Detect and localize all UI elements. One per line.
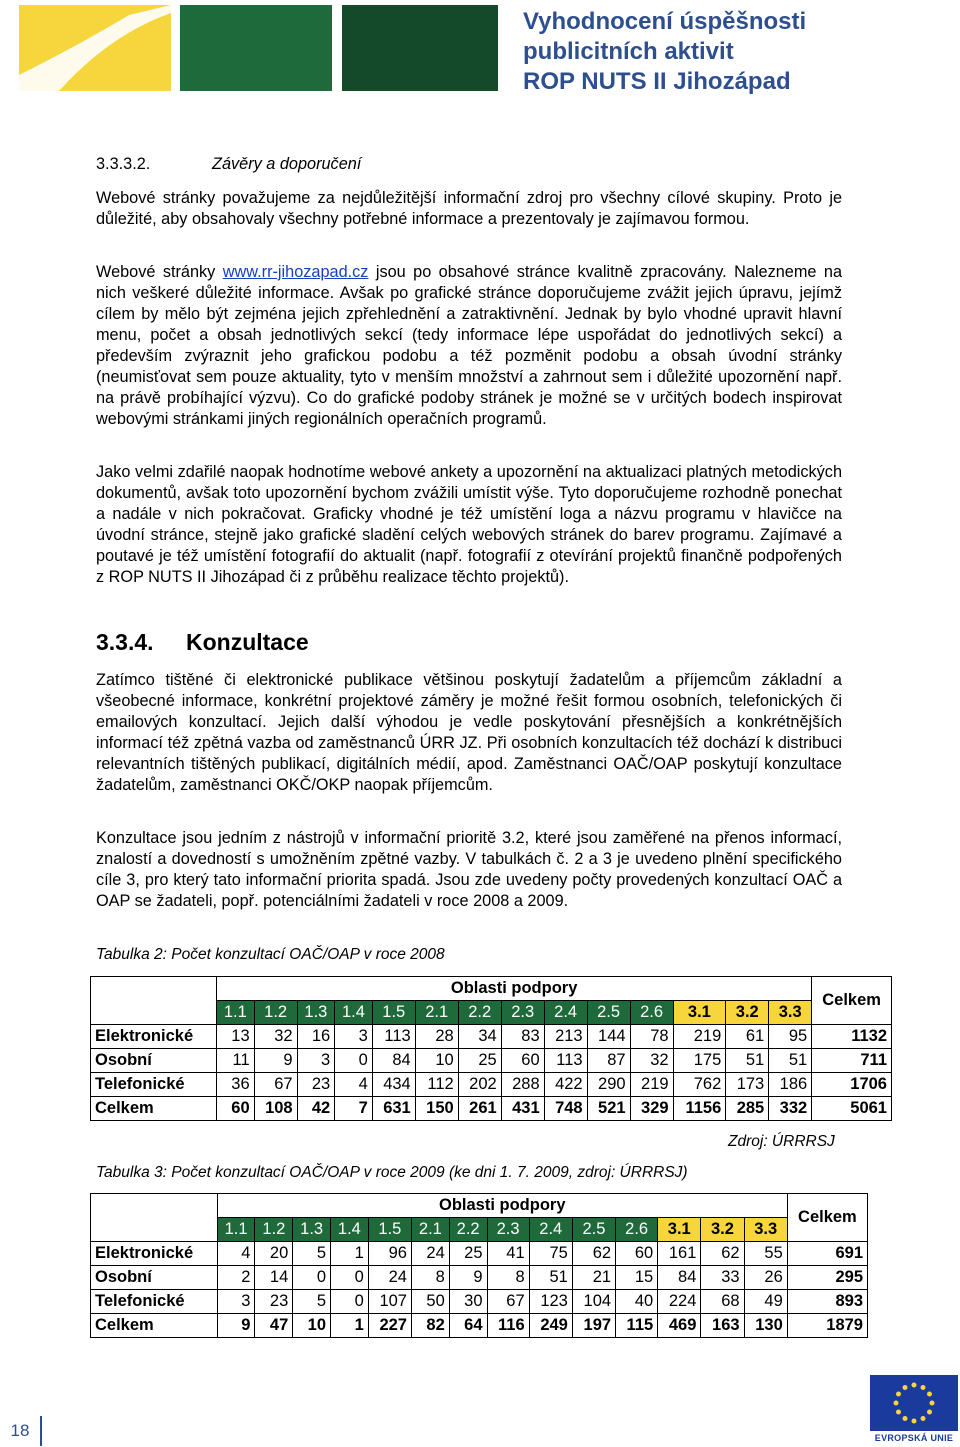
section-3332-p1: Webové stránky považujeme za nejdůležitější informační zdroj pro všechny cílové skupiny. Proto je důležité, aby obsahovaly všechny potřebné informace a prezentovaly je zajímavou formou. <box>96 189 842 228</box>
header-green-block-1 <box>180 5 332 91</box>
value-cell: 197 <box>572 1314 615 1338</box>
value-cell: 3 <box>217 1290 255 1314</box>
table-row <box>91 1242 868 1266</box>
table-row <box>91 1266 868 1290</box>
value-cell: 1156 <box>673 1097 726 1121</box>
value-cell: 5 <box>293 1242 331 1266</box>
value-cell: 20 <box>255 1242 293 1266</box>
value-cell: 219 <box>673 1025 726 1049</box>
value-cell: 60 <box>217 1097 255 1121</box>
value-cell: 261 <box>458 1097 501 1121</box>
value-cell: 51 <box>769 1049 812 1073</box>
value-cell: 41 <box>487 1242 529 1266</box>
value-cell: 51 <box>529 1266 572 1290</box>
column-header: 2.5 <box>587 1001 630 1025</box>
value-cell: 107 <box>368 1290 411 1314</box>
value-cell: 7 <box>335 1097 373 1121</box>
row-total: 893 <box>787 1290 867 1314</box>
section-3332-p3: Jako velmi zdařilé naopak hodnotíme webové ankety a upozornění na aktualizaci platných metodických dokumentů, avšak toto upozornění bychom zvážili umístit výše. Tyto doporučujeme rozhodně ponechat a nadále v nich pokračovat. Graficky vhodné je též umístění loga a názvu programu v hlavičce na úvodní stránce, stejně jako grafické sladění celých webových stránek do barev programu. Zajímavé a poutavé je též umístění fotografií do aktualit (např. fotografií z otevírání projektů finančně podpořených z ROP NUTS II Jihozápad či z průběhu realizace těchto projektů). <box>96 463 842 586</box>
table-row <box>91 1049 892 1073</box>
value-cell: 219 <box>630 1073 673 1097</box>
value-cell: 49 <box>744 1290 787 1314</box>
section-number: 3.3.3.2. <box>96 155 151 173</box>
value-cell: 84 <box>372 1049 415 1073</box>
value-cell: 1 <box>331 1314 369 1338</box>
value-cell: 25 <box>449 1242 487 1266</box>
value-cell: 14 <box>255 1266 293 1290</box>
header-yellow-block <box>19 5 171 91</box>
value-cell: 25 <box>458 1049 501 1073</box>
row-label: Osobní <box>91 1266 218 1290</box>
value-cell: 3 <box>335 1025 373 1049</box>
value-cell: 4 <box>217 1242 255 1266</box>
value-cell: 84 <box>658 1266 701 1290</box>
value-cell: 67 <box>254 1073 297 1097</box>
value-cell: 175 <box>673 1049 726 1073</box>
table2 <box>90 976 892 1121</box>
value-cell: 16 <box>297 1025 335 1049</box>
value-cell: 422 <box>544 1073 587 1097</box>
row-label: Elektronické <box>91 1242 218 1266</box>
value-cell: 285 <box>726 1097 769 1121</box>
section-3332-p2: Webové stránky www.rr-jihozapad.cz jsou po obsahové stránce kvalitně zpracovány. Nalezneme na nich veškeré důležité informace. Avšak po grafické stránce doporučujeme zvážit jejich úpravu, jejímž cílem by mělo být zejména jejich zpřehlednění a zatraktivnění. Jednak by bylo vhodné upravit hlavní menu, počet a obsah jednotlivých sekcí (tedy informace lépe uspořádat do jednotlivých sekcí) a především zvýraznit jeho grafickou podobu a též pozměnit podobu a obsah úvodní stránky (neumisťovat sem pouze aktuality, tyto v menším množství a zahrnout sem i důležité upozornění např. na právě probíhající výzvu). Co do grafické podoby stránek je možné se v určitých bodech inspirovat webovými stránkami jiných regionálních operačních programů. <box>96 263 842 428</box>
column-header: 2.1 <box>415 1001 458 1025</box>
column-header: 1.2 <box>255 1218 293 1242</box>
column-header: 3.2 <box>701 1218 744 1242</box>
value-cell: 329 <box>630 1097 673 1121</box>
value-cell: 68 <box>701 1290 744 1314</box>
value-cell: 9 <box>217 1314 255 1338</box>
column-header: 1.3 <box>293 1218 331 1242</box>
column-header: 2.4 <box>544 1001 587 1025</box>
value-cell: 161 <box>658 1242 701 1266</box>
section-334-p2: Konzultace jsou jedním z nástrojů v informační prioritě 3.2, které jsou zaměřené na přenos informací, znalostí a dovedností s umožněním zpětné vazby. V tabulkách č. 2 a 3 je uvedeno plnění specifického cíle 3, pro který tato informační priorita spadá. Jsou zde uvedeny počty provedených konzultací OAČ a OAP se žadateli, popř. potenciálními žadateli v roce 2008 a 2009. <box>96 829 842 910</box>
corner-cell <box>91 1194 218 1242</box>
value-cell: 108 <box>254 1097 297 1121</box>
value-cell: 95 <box>769 1025 812 1049</box>
column-header: 3.3 <box>744 1218 787 1242</box>
row-label: Osobní <box>91 1049 217 1073</box>
value-cell: 332 <box>769 1097 812 1121</box>
section-title: Závěry a doporučení <box>212 155 362 173</box>
total-header: Celkem <box>787 1194 867 1242</box>
value-cell: 50 <box>411 1290 449 1314</box>
value-cell: 21 <box>572 1266 615 1290</box>
value-cell: 42 <box>297 1097 335 1121</box>
value-cell: 40 <box>616 1290 658 1314</box>
value-cell: 434 <box>372 1073 415 1097</box>
value-cell: 290 <box>587 1073 630 1097</box>
value-cell: 23 <box>297 1073 335 1097</box>
table2-source: Zdroj: ÚRRRSJ <box>728 1133 835 1150</box>
column-header: 3.1 <box>673 1001 726 1025</box>
value-cell: 0 <box>293 1266 331 1290</box>
value-cell: 36 <box>217 1073 255 1097</box>
value-cell: 521 <box>587 1097 630 1121</box>
column-header: 2.4 <box>529 1218 572 1242</box>
value-cell: 3 <box>297 1049 335 1073</box>
value-cell: 130 <box>744 1314 787 1338</box>
row-label: Telefonické <box>91 1073 217 1097</box>
header-title-line-3: ROP NUTS II Jihozápad <box>523 68 791 95</box>
row-total: 1706 <box>812 1073 892 1097</box>
value-cell: 26 <box>744 1266 787 1290</box>
row-total: 711 <box>812 1049 892 1073</box>
value-cell: 469 <box>658 1314 701 1338</box>
website-link[interactable]: www.rr-jihozapad.cz <box>222 263 369 281</box>
value-cell: 1 <box>331 1242 369 1266</box>
column-header: 3.2 <box>726 1001 769 1025</box>
group-header: Oblasti podpory <box>217 977 812 1001</box>
value-cell: 55 <box>744 1242 787 1266</box>
row-total: 691 <box>787 1242 867 1266</box>
value-cell: 431 <box>501 1097 544 1121</box>
total-header: Celkem <box>812 977 892 1025</box>
value-cell: 116 <box>487 1314 529 1338</box>
value-cell: 748 <box>544 1097 587 1121</box>
column-header: 1.3 <box>297 1001 335 1025</box>
column-header: 1.1 <box>217 1218 255 1242</box>
column-header: 1.4 <box>335 1001 373 1025</box>
column-header: 1.5 <box>368 1218 411 1242</box>
value-cell: 78 <box>630 1025 673 1049</box>
value-cell: 762 <box>673 1073 726 1097</box>
section-title: Konzultace <box>186 629 309 655</box>
value-cell: 28 <box>415 1025 458 1049</box>
value-cell: 13 <box>217 1025 255 1049</box>
column-header: 1.4 <box>331 1218 369 1242</box>
value-cell: 8 <box>411 1266 449 1290</box>
value-cell: 186 <box>769 1073 812 1097</box>
section-number: 3.3.4. <box>96 629 154 655</box>
value-cell: 34 <box>458 1025 501 1049</box>
value-cell: 32 <box>254 1025 297 1049</box>
value-cell: 15 <box>616 1266 658 1290</box>
header-swoosh-graphic <box>19 5 171 91</box>
value-cell: 96 <box>368 1242 411 1266</box>
value-cell: 115 <box>616 1314 658 1338</box>
value-cell: 9 <box>254 1049 297 1073</box>
group-header: Oblasti podpory <box>217 1194 787 1218</box>
value-cell: 0 <box>331 1266 369 1290</box>
value-cell: 51 <box>726 1049 769 1073</box>
value-cell: 10 <box>293 1314 331 1338</box>
value-cell: 112 <box>415 1073 458 1097</box>
column-header: 2.6 <box>630 1001 673 1025</box>
column-header: 1.2 <box>254 1001 297 1025</box>
value-cell: 202 <box>458 1073 501 1097</box>
value-cell: 83 <box>501 1025 544 1049</box>
value-cell: 227 <box>368 1314 411 1338</box>
value-cell: 11 <box>217 1049 255 1073</box>
value-cell: 24 <box>368 1266 411 1290</box>
eu-flag-icon <box>870 1375 958 1431</box>
value-cell: 113 <box>544 1049 587 1073</box>
value-cell: 8 <box>487 1266 529 1290</box>
column-header: 2.1 <box>411 1218 449 1242</box>
row-label: Elektronické <box>91 1025 217 1049</box>
value-cell: 32 <box>630 1049 673 1073</box>
column-header: 3.1 <box>658 1218 701 1242</box>
header-green-block-2 <box>342 5 498 91</box>
row-total: 1132 <box>812 1025 892 1049</box>
corner-cell <box>91 977 217 1025</box>
value-cell: 47 <box>255 1314 293 1338</box>
value-cell: 75 <box>529 1242 572 1266</box>
row-label: Celkem <box>91 1097 217 1121</box>
value-cell: 9 <box>449 1266 487 1290</box>
table-row <box>91 1073 892 1097</box>
row-total: 1879 <box>787 1314 867 1338</box>
value-cell: 67 <box>487 1290 529 1314</box>
header-title <box>523 7 806 97</box>
value-cell: 631 <box>372 1097 415 1121</box>
column-header: 1.5 <box>372 1001 415 1025</box>
value-cell: 249 <box>529 1314 572 1338</box>
value-cell: 82 <box>411 1314 449 1338</box>
table3-caption: Tabulka 3: Počet konzultací OAČ/OAP v roce 2009 (ke dni 1. 7. 2009, zdroj: ÚRRRSJ) <box>96 1164 688 1181</box>
table2-caption: Tabulka 2: Počet konzultací OAČ/OAP v roce 2008 <box>96 946 445 963</box>
value-cell: 2 <box>217 1266 255 1290</box>
value-cell: 60 <box>501 1049 544 1073</box>
value-cell: 62 <box>572 1242 615 1266</box>
value-cell: 163 <box>701 1314 744 1338</box>
value-cell: 30 <box>449 1290 487 1314</box>
eu-label: EVROPSKÁ UNIE <box>874 1433 954 1443</box>
section-334-p1: Zatímco tištěné či elektronické publikace většinou poskytují žadatelům a příjemcům základní a všeobecné informace, konkrétní projektové záměry je možné řešit formou osobních, telefonických či emailových konzultací. Jejich další výhodou je vedle poskytování přesnějších a konkrétnějších informací též zpětná vazba od zaměstnanců ÚRR JZ. Při osobních konzultacích též dochází k distribuci relevantních tištěných publikací, digitálních médií, apod. Zaměstnanci OAČ/OAP poskytují konzultace žadatelům, zaměstnanci OKČ/OKP naopak příjemcům. <box>96 671 842 794</box>
table-row <box>91 1314 868 1338</box>
value-cell: 4 <box>335 1073 373 1097</box>
value-cell: 150 <box>415 1097 458 1121</box>
value-cell: 64 <box>449 1314 487 1338</box>
column-header: 2.3 <box>487 1218 529 1242</box>
column-header: 2.5 <box>572 1218 615 1242</box>
column-header: 3.3 <box>769 1001 812 1025</box>
section-3332-heading <box>96 154 842 175</box>
value-cell: 123 <box>529 1290 572 1314</box>
header-title-line-2: publicitních aktivit <box>523 38 734 65</box>
column-header: 1.1 <box>217 1001 255 1025</box>
table3 <box>90 1193 868 1338</box>
page-number: 18 <box>0 1416 42 1446</box>
value-cell: 61 <box>726 1025 769 1049</box>
value-cell: 24 <box>411 1242 449 1266</box>
value-cell: 10 <box>415 1049 458 1073</box>
value-cell: 104 <box>572 1290 615 1314</box>
section-334-heading <box>96 629 842 655</box>
value-cell: 0 <box>331 1290 369 1314</box>
value-cell: 60 <box>616 1242 658 1266</box>
column-header: 2.3 <box>501 1001 544 1025</box>
value-cell: 288 <box>501 1073 544 1097</box>
table-row <box>91 1025 892 1049</box>
value-cell: 62 <box>701 1242 744 1266</box>
value-cell: 213 <box>544 1025 587 1049</box>
row-label: Telefonické <box>91 1290 218 1314</box>
table-row <box>91 1290 868 1314</box>
value-cell: 5 <box>293 1290 331 1314</box>
column-header: 2.2 <box>449 1218 487 1242</box>
row-total: 5061 <box>812 1097 892 1121</box>
value-cell: 0 <box>335 1049 373 1073</box>
header-title-line-1: Vyhodnocení úspěšnosti <box>523 8 807 35</box>
value-cell: 144 <box>587 1025 630 1049</box>
table-row <box>91 1097 892 1121</box>
value-cell: 87 <box>587 1049 630 1073</box>
value-cell: 113 <box>372 1025 415 1049</box>
column-header: 2.2 <box>458 1001 501 1025</box>
value-cell: 224 <box>658 1290 701 1314</box>
value-cell: 173 <box>726 1073 769 1097</box>
column-header: 2.6 <box>616 1218 658 1242</box>
value-cell: 23 <box>255 1290 293 1314</box>
row-label: Celkem <box>91 1314 218 1338</box>
row-total: 295 <box>787 1266 867 1290</box>
value-cell: 33 <box>701 1266 744 1290</box>
